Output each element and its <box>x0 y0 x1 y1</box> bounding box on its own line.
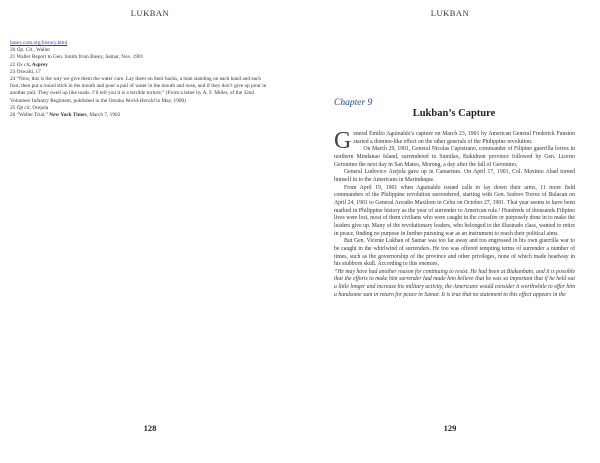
note-24 <box>10 76 272 105</box>
note-21: 21 Waller Report to Gen. Smith from Basey, Samar, Nov. 1901 <box>10 54 144 61</box>
running-header-right: LUKBAN <box>430 8 470 18</box>
paragraph-1-text: eneral Emilio Aguinaldo’s capture on March 23, 1901 by American General Frederick Funston started a domino-like effect on the other generals of the Philippine revolution. <box>353 131 575 145</box>
note-23: 23 Oswald, 17 <box>10 68 41 75</box>
right-page <box>300 0 600 463</box>
source-link[interactable]: basey.com.org/history.html <box>10 40 68 46</box>
page-number-right: 129 <box>443 423 457 433</box>
note-26-date: , March 7, 1902 <box>86 112 121 119</box>
note-24-date: in May, 1900) <box>154 97 186 104</box>
block-quote: “He may have had another reason for continuing to resist. He had been at Biakanbato, and it is possible that the efforts to make him surrender had made him believe that he was so important that if he held out a little longer and increase his military activity, the Americans would consider it worthwhile to offer him a handsome sum in return for peace in Samar. It is true that no statement to this effect appears in the <box>334 268 575 298</box>
chapter-body <box>334 128 575 299</box>
note-24-text: 24 “Now, this is the way we give them the water cure. Lay them on their backs, a man standing on each hand and each foot, then put a round stick in the mouth and pour a pail of water in the mouth and nose, and if they don’t give up pour in another pail. They swell up like toads. I’ll tell you it is a terrible torture.” (From a letter by A. F. Miller, of the 32nd Volunteer Infantry Regiment, published in the Omaha <box>10 76 267 104</box>
note-22 <box>10 62 272 69</box>
note-25-citation: Op cit, <box>16 104 32 111</box>
note-25 <box>10 105 272 112</box>
note-20-number: 20 <box>10 47 16 54</box>
note-24-publication: World-Herald <box>125 97 155 104</box>
chapter-title: Lukban’s Capture <box>412 108 496 119</box>
note-22-author: , Asprey <box>29 61 48 68</box>
note-26-text: 26 “Waller Trial,” <box>10 112 50 119</box>
endnotes <box>10 40 272 119</box>
note-26-publication: New York Times <box>49 112 87 119</box>
paragraph-4: From April 19, 1901 when Aguinaldo issued calls to lay down their arms, 11 more field commanders of the Philippine revolution surrendered, starting with Gen. Isidoro Torres of Bulacan on April 24, 1901 to General Arcadio Maxilom in Cebu on October 27, 1901. That year seems to have been marked in Philippine history as the year of surrender to American rule.¹ Hundreds of thousands Filipino lives were lost, most of them civilians who were caught in the crossfire or purposely done in to make the leaders give up. Many of the revolutionary leaders, who belonged to the illustrado class, wanted to retire in peace, finding no purpose in further pursuing war as an instrument to reach their political aims. <box>334 184 575 237</box>
paragraph-3: General Ludovico Arejola gave up in Camarines. On April 17, 1901, Col. Maximo Abad turned himself in to the Americans in Marinduque. <box>334 169 575 183</box>
note-link[interactable] <box>10 40 272 47</box>
paragraph-5: But Gen. Vicente Lukban of Samar was too far away and too engrossed in his own guerrilla war to be caught in the whirlwind of surrenders. He too was offered tempting terms of surrender a number of times, such as the governorship of the province and other privileges, none of which made headway in his stubborn skull. According to this enemies, <box>334 238 575 268</box>
paragraph-1 <box>334 128 575 154</box>
note-22-number: 22 <box>10 61 16 68</box>
note-22-citation: Ov cit <box>16 61 30 68</box>
page-number-left: 128 <box>143 423 157 433</box>
note-25-number: 25 <box>10 104 16 111</box>
note-20-author: , Waller <box>33 47 51 54</box>
running-header-left: LUKBAN <box>130 8 170 18</box>
note-26 <box>10 112 272 119</box>
drop-cap: G <box>334 128 352 154</box>
chapter-label: Chapter 9 <box>334 98 373 108</box>
paragraph-2: On March 29, 1901, General Nicolas Capistrano, commander of Filipino guerrilla forces in northern Mindanao Island, surrendered in Sumilao, Bukidnon province followed by Gen. Licerio Geronimo the next day in San Mateo, Morong, a day after the fall of Geronimo, <box>334 146 575 168</box>
note-25-author: Orejola <box>31 104 49 111</box>
note-20-citation: Op. Cit. <box>16 47 34 54</box>
